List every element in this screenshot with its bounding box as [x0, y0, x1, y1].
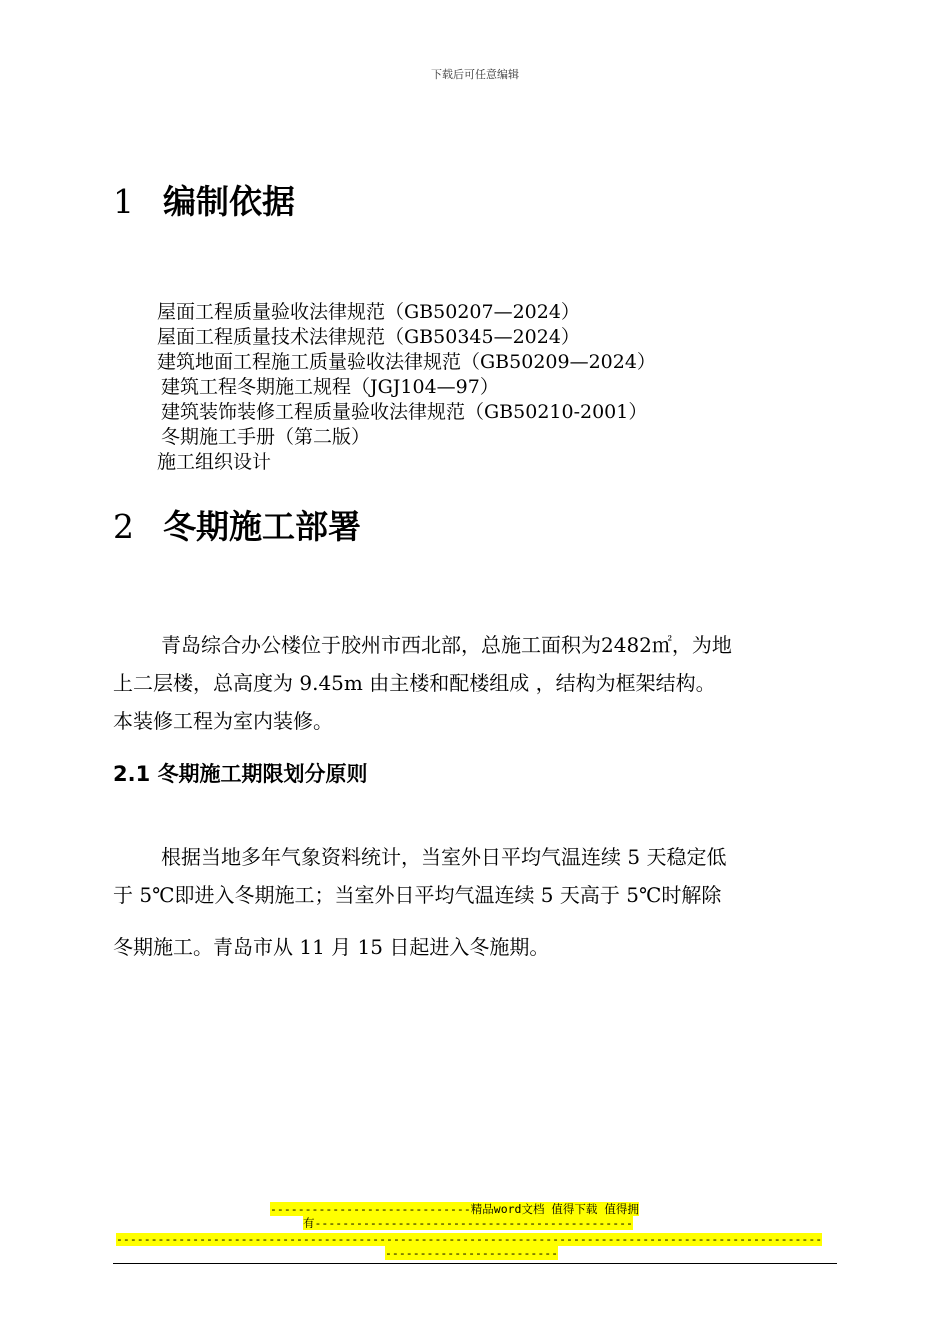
section-1-heading — [113, 182, 295, 222]
paragraph-line: 于 5℃即进入冬期施工；当室外日平均气温连续 5 天高于 5℃时解除 — [113, 883, 722, 907]
footer-promo-line: 有---------------------------------------------- — [303, 1216, 633, 1230]
reference-item: 屋面工程质量技术法律规范（GB50345—2024） — [157, 326, 580, 348]
section-2-number: 2 — [113, 507, 134, 546]
section-2-heading — [113, 507, 361, 547]
footer-dash-line: ------------------------- — [385, 1246, 559, 1260]
section-2-1-heading: 2.1 冬期施工期限划分原则 — [113, 762, 368, 786]
reference-item: 建筑工程冬期施工规程（JGJ104—97） — [161, 376, 499, 398]
paragraph-line: 上二层楼，总高度为 9.45m 由主楼和配楼组成 ，结构为框架结构。 — [113, 671, 716, 695]
footer-rule — [113, 1263, 837, 1264]
reference-item: 建筑装饰装修工程质量验收法律规范（GB50210-2001） — [161, 401, 648, 423]
paragraph-line: 本装修工程为室内装修。 — [113, 709, 333, 733]
reference-item: 建筑地面工程施工质量验收法律规范（GB50209—2024） — [157, 351, 656, 373]
page-header: 下载后可任意编辑 — [431, 68, 519, 81]
project-overview-paragraph — [113, 626, 838, 740]
section-1-number: 1 — [113, 182, 134, 221]
paragraph-line: 冬期施工。青岛市从 11 月 15 日起进入冬施期。 — [113, 935, 550, 959]
reference-item: 屋面工程质量验收法律规范（GB50207—2024） — [157, 301, 580, 323]
paragraph-line: 根据当地多年气象资料统计，当室外日平均气温连续 5 天稳定低 — [161, 845, 727, 869]
footer-promo-line: -----------------------------精品word文档 值得下载 值得拥 — [270, 1202, 639, 1216]
section-1-title: 编制依据 — [163, 182, 295, 221]
winter-period-paragraph — [113, 838, 838, 966]
reference-list — [157, 300, 656, 475]
reference-item: 施工组织设计 — [157, 451, 272, 473]
paragraph-line: 青岛综合办公楼位于胶州市西北部，总施工面积为2482㎡，为地 — [161, 633, 732, 657]
section-2-title: 冬期施工部署 — [163, 507, 361, 546]
footer-dash-line: ------------------------------------------------------------------------------------------------------ — [116, 1233, 823, 1246]
reference-item: 冬期施工手册（第二版） — [161, 426, 371, 448]
